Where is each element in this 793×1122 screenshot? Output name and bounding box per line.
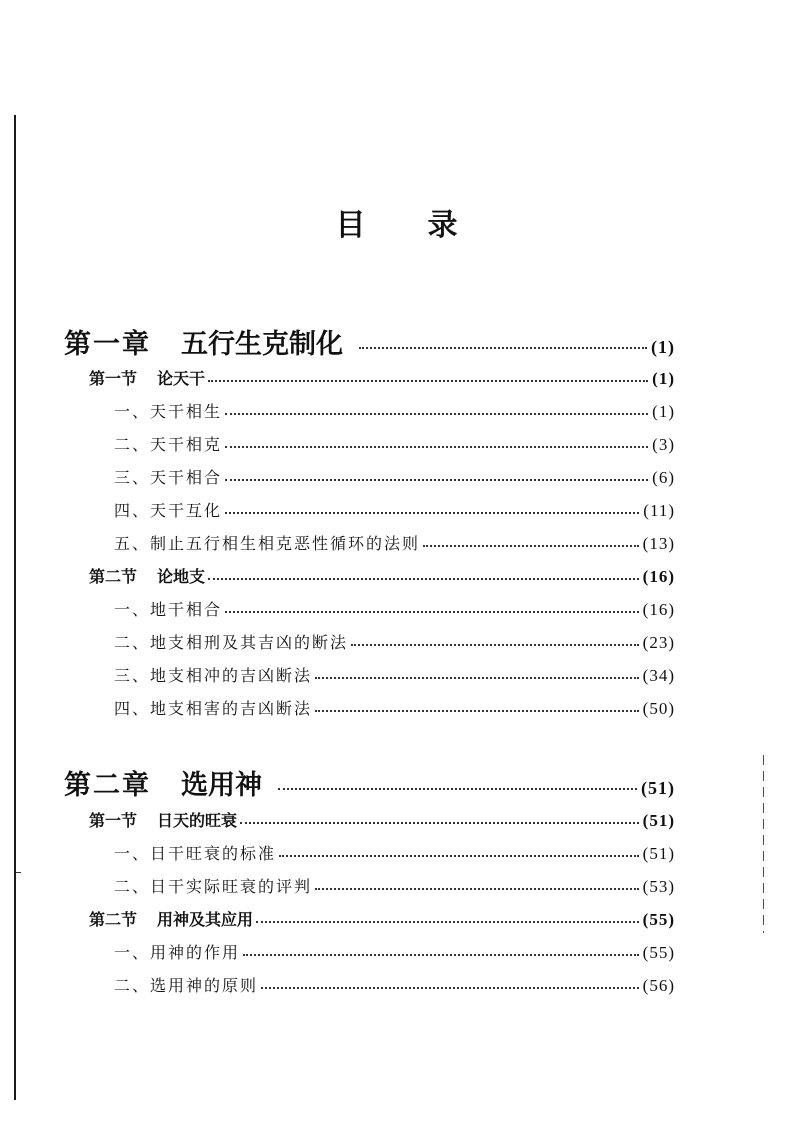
item-label: 三、天干相合 [114, 468, 223, 487]
section-title: 日天的旺衰 [157, 811, 238, 830]
page-title [0, 200, 793, 244]
chapter-number: 第一章 [64, 329, 151, 360]
dot-leader [225, 446, 648, 448]
chapter-number: 第二章 [64, 770, 151, 801]
page-margin-line [14, 115, 16, 1100]
section-number: 第一节 [89, 811, 138, 830]
dot-leader [243, 954, 639, 956]
page-number: (1) [652, 369, 675, 388]
page-number: (34) [642, 666, 675, 685]
title-char: 目 [335, 208, 366, 243]
item-label: 二、日干实际旺衰的评判 [114, 877, 313, 896]
page-number: (1) [651, 337, 675, 357]
page-number: (55) [642, 943, 675, 962]
toc-item[interactable] [114, 432, 675, 455]
title-char: 录 [427, 208, 458, 243]
toc-section[interactable] [89, 564, 675, 587]
toc-section[interactable] [89, 808, 675, 831]
dot-leader [208, 380, 648, 382]
dot-leader [225, 512, 639, 514]
item-label: 一、用神的作用 [114, 943, 241, 962]
item-label: 一、地干相合 [114, 600, 223, 619]
scan-artifact-line [763, 755, 764, 933]
section-title: 论天干 [157, 369, 206, 388]
page-number: (50) [642, 699, 675, 718]
dot-leader [359, 347, 647, 349]
toc-item[interactable] [114, 663, 675, 686]
dot-leader [315, 888, 639, 890]
toc-section[interactable] [89, 366, 675, 389]
toc-item[interactable] [114, 630, 675, 653]
item-label: 二、地支相刑及其吉凶的断法 [114, 633, 349, 652]
page-number: (16) [642, 600, 675, 619]
page-number: (56) [642, 976, 675, 995]
section-title: 用神及其应用 [157, 910, 254, 929]
section-number: 第二节 [89, 910, 138, 929]
page-number: (23) [642, 633, 675, 652]
section-number: 第二节 [89, 567, 138, 586]
page-number: (6) [652, 468, 675, 487]
toc-item[interactable] [114, 940, 675, 963]
item-label: 一、日干旺衰的标准 [114, 844, 277, 863]
page-number: (13) [642, 534, 675, 553]
item-label: 一、天干相生 [114, 402, 223, 421]
section-number: 第一节 [89, 369, 138, 388]
page-number: (11) [643, 501, 675, 520]
dot-leader [225, 611, 639, 613]
item-label: 二、天干相克 [114, 435, 223, 454]
toc-item[interactable] [114, 696, 675, 719]
scan-artifact [16, 872, 21, 873]
dot-leader [208, 578, 639, 580]
page-number: (51) [642, 811, 675, 830]
dot-leader [240, 822, 639, 824]
dot-leader [423, 545, 639, 547]
dot-leader [278, 788, 637, 790]
page-number: (53) [642, 877, 675, 896]
item-label: 五、制止五行相生相克恶性循环的法则 [114, 534, 421, 553]
toc-item[interactable] [114, 465, 675, 488]
toc-item[interactable] [114, 874, 675, 897]
dot-leader [256, 921, 639, 923]
toc-item[interactable] [114, 531, 675, 554]
dot-leader [279, 855, 639, 857]
dot-leader [315, 677, 639, 679]
page-number: (51) [642, 844, 675, 863]
dot-leader [225, 413, 648, 415]
toc-item[interactable] [114, 973, 675, 996]
page-number: (16) [642, 567, 675, 586]
toc-item[interactable] [114, 597, 675, 620]
item-label: 四、地支相害的吉凶断法 [114, 699, 313, 718]
section-title: 论地支 [157, 567, 206, 586]
item-label: 二、选用神的原则 [114, 976, 259, 995]
toc-chapter[interactable] [64, 322, 675, 361]
page-number: (3) [652, 435, 675, 454]
item-label: 三、地支相冲的吉凶断法 [114, 666, 313, 685]
dot-leader [315, 710, 639, 712]
toc-section[interactable] [89, 907, 675, 930]
page-number: (55) [642, 910, 675, 929]
chapter-title: 选用神 [181, 770, 262, 801]
toc-item[interactable] [114, 498, 675, 521]
toc-chapter[interactable] [64, 763, 675, 802]
page-number: (1) [652, 402, 675, 421]
dot-leader [261, 987, 639, 989]
dot-leader [351, 644, 639, 646]
page-number: (51) [641, 778, 675, 798]
item-label: 四、天干互化 [114, 501, 223, 520]
dot-leader [225, 479, 648, 481]
toc-item[interactable] [114, 399, 675, 422]
toc-item[interactable] [114, 841, 675, 864]
chapter-title: 五行生克制化 [181, 329, 343, 360]
